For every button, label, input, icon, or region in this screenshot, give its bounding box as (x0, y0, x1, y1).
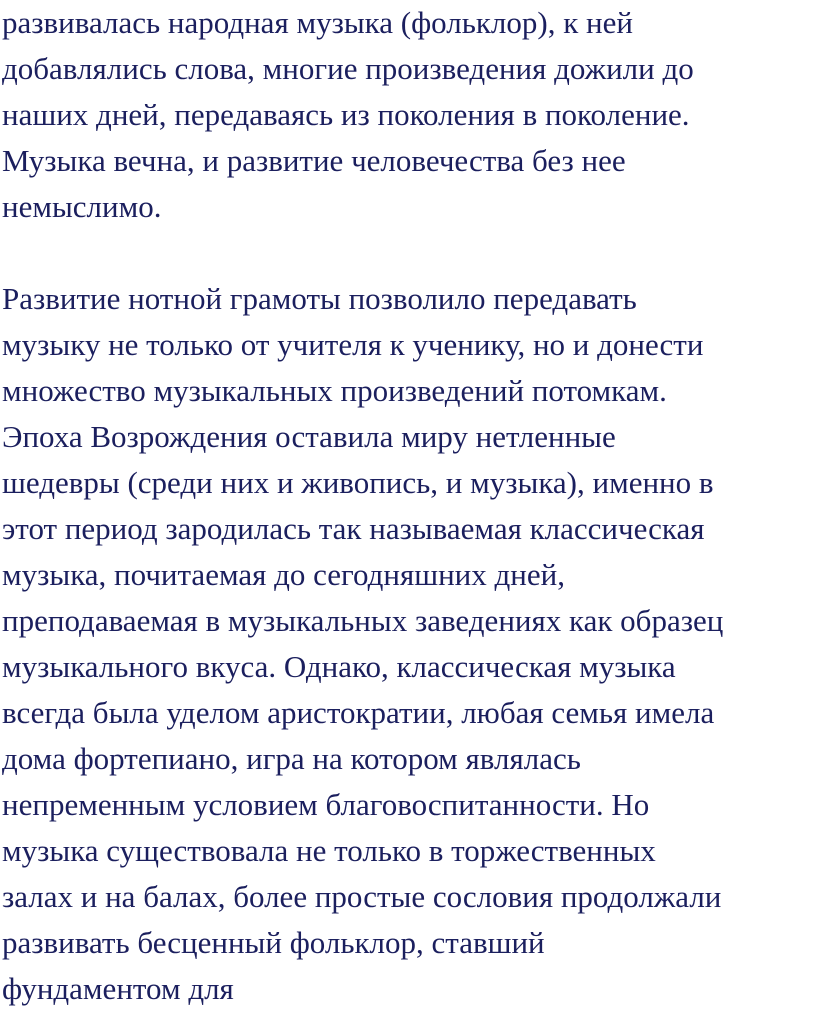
text-line: шедевры (среди них и живопись, и музыка), именно в (2, 465, 714, 500)
text-line: фундаментом для (2, 971, 234, 1006)
paragraph-1 (2, 0, 814, 230)
text-line: этот период зародилась так называемая классическая (2, 511, 705, 546)
text-line: музыка существовала не только в торжественных (2, 833, 656, 868)
paragraph-spacer (2, 230, 814, 276)
paragraph-2 (2, 276, 814, 1012)
text-line: залах и на балах, более простые сословия продолжали (2, 879, 722, 914)
text-line: Эпоха Возрождения оставила миру нетленные (2, 419, 616, 454)
text-line: множество музыкальных произведений потомкам. (2, 373, 667, 408)
document-text (2, 0, 814, 1012)
text-line: музыкального вкуса. Однако, классическая музыка (2, 649, 676, 684)
text-line: всегда была уделом аристократии, любая семья имела (2, 695, 715, 730)
text-line: преподаваемая в музыкальных заведениях как образец (2, 603, 724, 638)
text-line: музыку не только от учителя к ученику, но и донести (2, 327, 704, 362)
text-line: непременным условием благовоспитанности. Но (2, 787, 650, 822)
text-line: развивалась народная музыка (фольклор), к ней (2, 5, 633, 40)
text-line: немыслимо. (2, 189, 162, 224)
text-line: Музыка вечна, и развитие человечества без нее (2, 143, 626, 178)
text-line: Развитие нотной грамоты позволило передавать (2, 281, 637, 316)
text-line: наших дней, передаваясь из поколения в поколение. (2, 97, 690, 132)
text-line: музыка, почитаемая до сегодняшних дней, (2, 557, 565, 592)
text-line: развивать бесценный фольклор, ставший (2, 925, 545, 960)
text-line: дома фортепиано, игра на котором являлась (2, 741, 581, 776)
text-line: добавлялись слова, многие произведения дожили до (2, 51, 694, 86)
